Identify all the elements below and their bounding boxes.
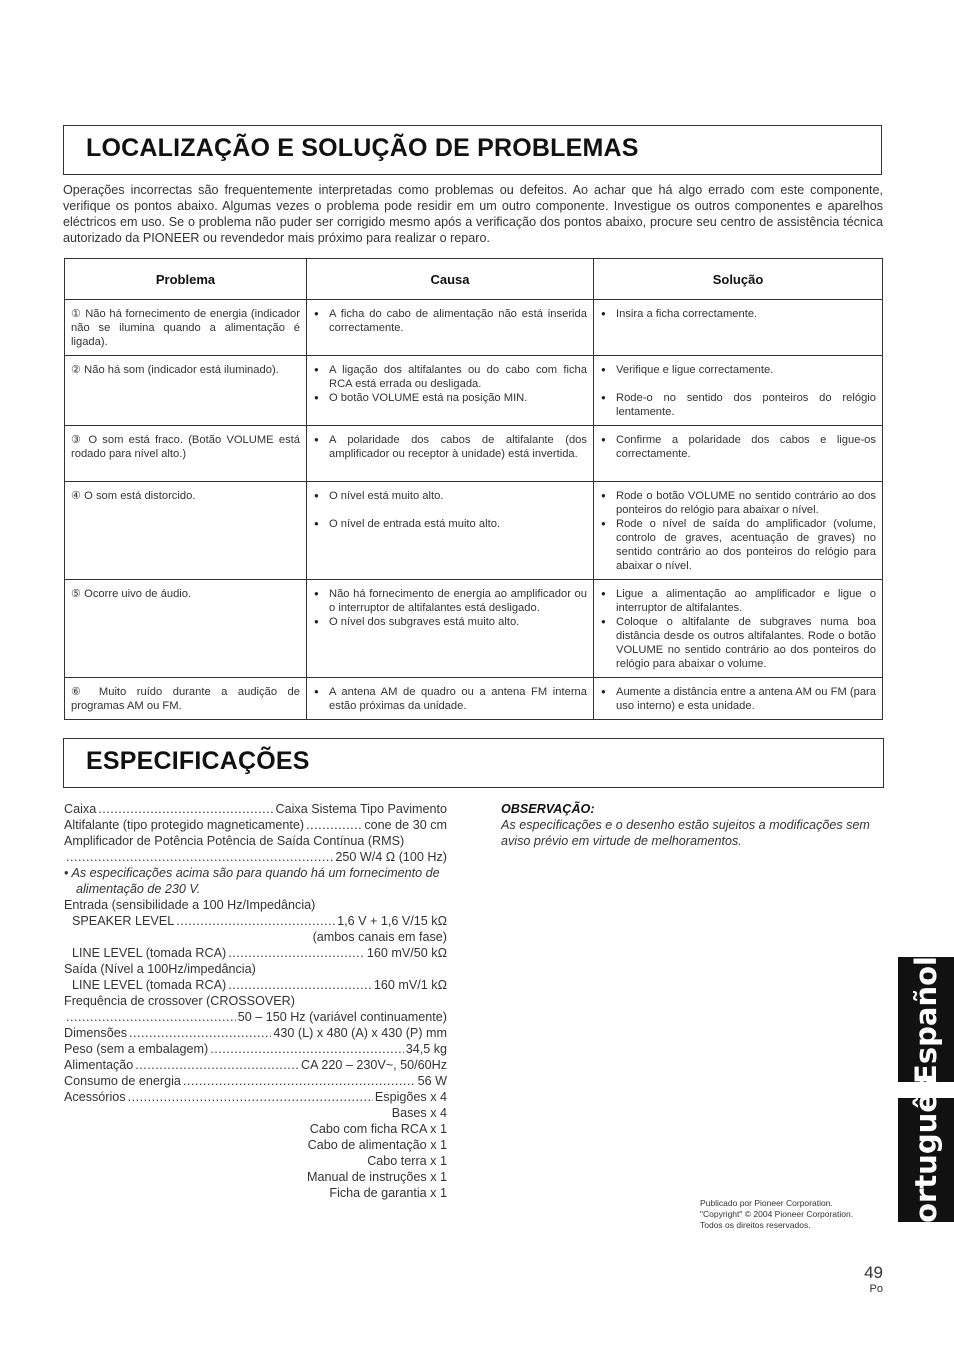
- solution-item: ● Rode o botão VOLUME no sentido contrário ao dos ponteiros do relógio para abaixar o nível.: [600, 489, 876, 517]
- spec-crossover-value: ..... 50 – 150 Hz (variável continuamente): [64, 1009, 447, 1025]
- troubleshooting-title: LOCALIZAÇÃO E SOLUÇÃO DE PROBLEMAS: [86, 134, 639, 162]
- spec-crossover-label: Frequência de crossover (CROSSOVER): [64, 994, 295, 1008]
- language-tab-portugues: [898, 1075, 954, 1245]
- page-number: 49: [864, 1263, 883, 1282]
- publisher-line: "Copyright" © 2004 Pioneer Corporation.: [700, 1209, 854, 1219]
- specs-list: [64, 801, 447, 1201]
- table-row: [65, 678, 883, 720]
- spec-amplificador-value: ..... 250 W/4 Ω (100 Hz): [64, 849, 447, 865]
- specs-title: ESPECIFICAÇÕES: [86, 747, 310, 775]
- spec-speaker-level: SPEAKER LEVEL ..... 1,6 V + 1,6 V/15 kΩ: [64, 913, 447, 929]
- cause-item: ● O nível de entrada está muito alto.: [313, 517, 587, 531]
- cause-item: ● A ligação dos altifalantes ou do cabo com ficha RCA está errada ou desligada.: [313, 363, 587, 391]
- spec-altifalante: Altifalante (tipo protegido magneticamente) ..... cone de 30 cm: [64, 817, 447, 833]
- spec-speaker-level-note: (ambos canais em fase): [312, 930, 447, 944]
- problem-cell: ③ O som está fraco. (Botão VOLUME está rodado para nível alto.): [65, 426, 307, 482]
- publisher-line: Publicado por Pioneer Corporation.: [700, 1198, 833, 1208]
- language-tab-espanol: [898, 957, 954, 1082]
- table-row: [65, 482, 883, 580]
- solution-cell: [594, 300, 883, 356]
- cause-cell: [307, 426, 594, 482]
- solution-item: ● Rode-o no sentido dos ponteiros do relógio lentamente.: [600, 391, 876, 419]
- spec-accessory-item: Manual de instruções x 1: [306, 1170, 447, 1184]
- spec-line-in: LINE LEVEL (tomada RCA) ..... 160 mV/50 kΩ: [64, 945, 447, 961]
- observation: [501, 801, 891, 849]
- language-tab-espanol-label: Español: [909, 955, 943, 1084]
- solution-item: ● Rode o nível de saída do amplificador (volume, controlo de graves, acentuação de graves) no sentido contrário ao dos ponteiros do relógio para abaixar o nível.: [600, 517, 876, 573]
- spec-amplificador-label: Amplificador de Potência Potência de Saída Contínua (RMS): [64, 834, 405, 848]
- solution-item: ● Coloque o altifalante de subgraves numa boa distância desde os outros altifalantes. Rode o botão VOLUME no sentido contrário ao dos ponteiros do relógio para abaixar o volume.: [600, 615, 876, 671]
- solution-cell: [594, 356, 883, 426]
- header-problem: Problema: [65, 259, 307, 300]
- cause-item: ● A antena AM de quadro ou a antena FM interna estão próximas da unidade.: [313, 685, 587, 713]
- table-row: [65, 426, 883, 482]
- header-solution: Solução: [594, 259, 883, 300]
- solution-item: ● Confirme a polaridade dos cabos e ligue-os correctamente.: [600, 433, 876, 461]
- cause-item: ● A polaridade dos cabos de altifalante (dos amplificador ou receptor à unidade) está invertida.: [313, 433, 587, 461]
- spec-accessory-item: Cabo com ficha RCA x 1: [309, 1122, 447, 1136]
- spec-entrada-label: Entrada (sensibilidade a 100 Hz/Impedância): [64, 898, 316, 912]
- table-row: [65, 356, 883, 426]
- cause-cell: [307, 300, 594, 356]
- spec-saida-label: Saída (Nível a 100Hz/impedância): [64, 962, 256, 976]
- spec-line-out: LINE LEVEL (tomada RCA) ..... 160 mV/1 kΩ: [64, 977, 447, 993]
- troubleshooting-title-box: [63, 125, 882, 175]
- solution-cell: [594, 580, 883, 678]
- page-language-code: Po: [869, 1283, 883, 1295]
- spec-accessory-item: Cabo de alimentação x 1: [307, 1138, 447, 1152]
- header-cause: Causa: [307, 259, 594, 300]
- solution-item: ● Verifique e ligue correctamente.: [600, 363, 876, 377]
- cause-cell: [307, 356, 594, 426]
- cause-cell: [307, 678, 594, 720]
- solution-cell: [594, 482, 883, 580]
- observation-title: OBSERVAÇÃO:: [501, 802, 595, 816]
- problem-cell: ⑥ Muito ruído durante a audição de programas AM ou FM.: [65, 678, 307, 720]
- troubleshooting-table: [64, 258, 883, 720]
- spec-dimensoes: Dimensões ..... 430 (L) x 480 (A) x 430 (P) mm: [64, 1025, 447, 1041]
- cause-item: ● A ficha do cabo de alimentação não está inserida correctamente.: [313, 307, 587, 335]
- publisher-line: Todos os direitos reservados.: [700, 1220, 811, 1230]
- spec-note: • As especificações acima são para quando há um fornecimento de alimentação de 230 V.: [64, 866, 440, 896]
- table-row: [65, 300, 883, 356]
- problem-cell: ⑤ Ocorre uivo de áudio.: [65, 580, 307, 678]
- specs-title-box: [63, 738, 884, 788]
- problem-cell: ④ O som está distorcido.: [65, 482, 307, 580]
- language-tab-portugues-label: Português: [909, 1075, 943, 1245]
- table-row: [65, 580, 883, 678]
- solution-item: ● Aumente a distância entre a antena AM ou FM (para uso interno) e esta unidade.: [600, 685, 876, 713]
- spec-alimentacao: Alimentação ..... CA 220 – 230V~, 50/60Hz: [64, 1057, 447, 1073]
- cause-item: ● O nível está muito alto.: [313, 489, 587, 503]
- spec-accessory-item: Cabo terra x 1: [367, 1154, 447, 1168]
- cause-item: ● Não há fornecimento de energia ao amplificador ou o interruptor de altifalantes está desligado.: [313, 587, 587, 615]
- solution-cell: [594, 426, 883, 482]
- spec-accessory-item: Bases x 4: [391, 1106, 447, 1120]
- publisher-info: [700, 1198, 853, 1231]
- spec-consumo: Consumo de energia ..... 56 W: [64, 1073, 447, 1089]
- observation-text: As especificações e o desenho estão sujeitos a modificações sem aviso prévio em virtude de melhoramentos.: [501, 818, 870, 848]
- solution-item: ● Ligue a alimentação ao amplificador e ligue o interruptor de altifalantes.: [600, 587, 876, 615]
- problem-cell: ② Não há som (indicador está iluminado).: [65, 356, 307, 426]
- solution-item: ● Insira a ficha correctamente.: [600, 307, 876, 321]
- spec-acessorios: Acessórios ..... Espigões x 4: [64, 1089, 447, 1105]
- spec-caixa: Caixa ..... Caixa Sistema Tipo Pavimento: [64, 801, 447, 817]
- solution-cell: [594, 678, 883, 720]
- spec-accessory-item: Ficha de garantia x 1: [329, 1186, 447, 1200]
- troubleshooting-intro: Operações incorrectas são frequentemente interpretadas como problemas ou defeitos. Ao achar que há algo errado com este componente, verifique os pontos abaixo. Algumas vezes o problema pode residir em um outro componente. Investigue os outros componentes e aparelhos eléctricos em uso. Se o problema não puder ser corrigido mesmo após a verificação dos pontos abaixo, procure seu centro de assistência técnica autorizado da PIONEER ou revendedor mais próximo para realizar o reparo.: [63, 183, 883, 245]
- table-header-row: [65, 259, 883, 300]
- cause-item: ● O nível dos subgraves está muito alto.: [313, 615, 587, 629]
- cause-cell: [307, 482, 594, 580]
- problem-cell: ① Não há fornecimento de energia (indicador não se ilumina quando a alimentação é ligada).: [65, 300, 307, 356]
- spec-peso: Peso (sem a embalagem) ..... 34,5 kg: [64, 1041, 447, 1057]
- cause-cell: [307, 580, 594, 678]
- cause-item: ● O botão VOLUME está na posição MIN.: [313, 391, 587, 405]
